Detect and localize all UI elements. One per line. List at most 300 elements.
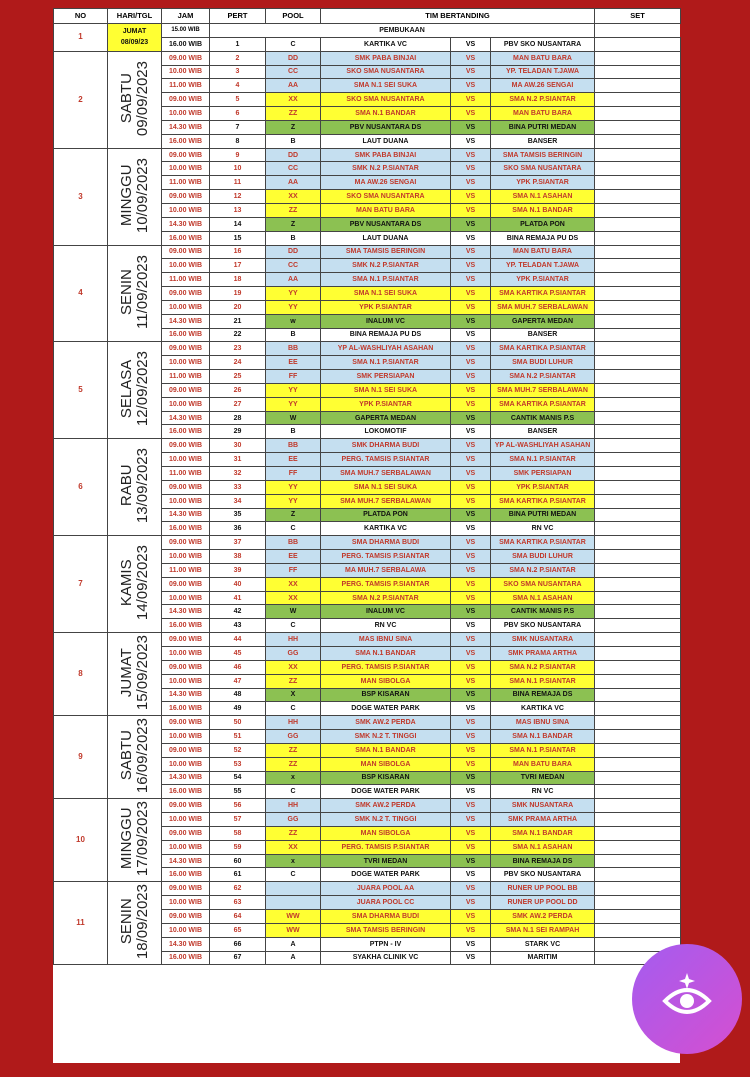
match-away: SMA BUDI LUHUR [491, 356, 595, 370]
match-set [595, 342, 681, 356]
match-away: SMA N.2 P.SIANTAR [491, 660, 595, 674]
day-name: MINGGU [117, 164, 135, 226]
match-set [595, 162, 681, 176]
match-away: SMA N.1 SEI RAMPAH [491, 923, 595, 937]
match-pert: 11 [210, 176, 266, 190]
match-time: 09.00 WIB [162, 342, 210, 356]
match-set [595, 660, 681, 674]
match-away: MAN BATU BARA [491, 757, 595, 771]
day-date: 14/09/2023 [133, 545, 151, 621]
match-home: YP AL-WASHLIYAH ASAHAN [321, 342, 451, 356]
match-time: 14.30 WIB [162, 217, 210, 231]
match-vs: VS [451, 480, 491, 494]
match-vs: VS [451, 79, 491, 93]
match-vs: VS [451, 356, 491, 370]
match-away: BANSER [491, 425, 595, 439]
match-home: KARTIKA VC [321, 522, 451, 536]
day-date-label [119, 884, 151, 959]
match-set [595, 37, 681, 51]
match-vs: VS [451, 467, 491, 481]
match-time: 10.00 WIB [162, 397, 210, 411]
match-home: PERG. TAMSIS P.SIANTAR [321, 577, 451, 591]
match-pert: 62 [210, 882, 266, 896]
match-pert: 25 [210, 370, 266, 384]
day-date-cell [108, 536, 162, 633]
match-vs: VS [451, 411, 491, 425]
match-vs: VS [451, 494, 491, 508]
match-home: SMK N.2 T. TINGGI [321, 813, 451, 827]
match-pert: 2 [210, 51, 266, 65]
match-home: SMA N.1 P.SIANTAR [321, 356, 451, 370]
match-row [54, 633, 681, 647]
match-row [54, 439, 681, 453]
match-time: 14.30 WIB [162, 411, 210, 425]
match-time: 10.00 WIB [162, 203, 210, 217]
match-pert: 47 [210, 674, 266, 688]
match-vs: VS [451, 660, 491, 674]
match-home: RN VC [321, 619, 451, 633]
match-pool: CC [266, 65, 321, 79]
match-pool: AA [266, 79, 321, 93]
match-set [595, 771, 681, 785]
match-time: 16.00 WIB [162, 702, 210, 716]
match-pert: 8 [210, 134, 266, 148]
match-vs: VS [451, 550, 491, 564]
day-number: 8 [54, 633, 108, 716]
match-away: RN VC [491, 785, 595, 799]
match-set [595, 646, 681, 660]
match-pool: FF [266, 467, 321, 481]
match-set [595, 563, 681, 577]
match-home: JUARA POOL AA [321, 882, 451, 896]
match-pert: 6 [210, 107, 266, 121]
match-time: 10.00 WIB [162, 730, 210, 744]
match-pool: FF [266, 370, 321, 384]
match-home: SMA N.1 BANDAR [321, 743, 451, 757]
match-pert: 1 [210, 37, 266, 51]
match-away: SMA N.1 BANDAR [491, 730, 595, 744]
match-vs: VS [451, 951, 491, 965]
match-home: SMA N.1 BANDAR [321, 646, 451, 660]
match-home: LAUT DUANA [321, 134, 451, 148]
match-row [54, 245, 681, 259]
day-name: SABTU [117, 73, 135, 124]
match-home: SMK AW.2 PERDA [321, 716, 451, 730]
match-pert: 27 [210, 397, 266, 411]
day-number: 3 [54, 148, 108, 245]
match-pool: WW [266, 923, 321, 937]
match-time: 10.00 WIB [162, 162, 210, 176]
match-time: 16.00 WIB [162, 951, 210, 965]
match-home: PBV NUSANTARA DS [321, 217, 451, 231]
match-home: SMA N.1 BANDAR [321, 107, 451, 121]
match-away: MA AW.26 SENGAI [491, 79, 595, 93]
match-pert: 16 [210, 245, 266, 259]
match-pool [266, 882, 321, 896]
match-set [595, 93, 681, 107]
match-vs: VS [451, 937, 491, 951]
day-number: 9 [54, 716, 108, 799]
header-row [54, 9, 681, 24]
match-set [595, 508, 681, 522]
match-away: BINA PUTRI MEDAN [491, 120, 595, 134]
match-pool: BB [266, 439, 321, 453]
match-away: SMA N.1 P.SIANTAR [491, 674, 595, 688]
match-time: 14.30 WIB [162, 688, 210, 702]
match-time: 10.00 WIB [162, 65, 210, 79]
match-away: RUNER UP POOL BB [491, 882, 595, 896]
match-time: 09.00 WIB [162, 287, 210, 301]
match-time: 11.00 WIB [162, 563, 210, 577]
match-time: 10.00 WIB [162, 646, 210, 660]
match-home: DOGE WATER PARK [321, 785, 451, 799]
match-away: SMA N.1 P.SIANTAR [491, 743, 595, 757]
match-time: 11.00 WIB [162, 467, 210, 481]
match-set [595, 854, 681, 868]
match-home: DOGE WATER PARK [321, 702, 451, 716]
match-home: SMA N.1 SEI SUKA [321, 287, 451, 301]
match-home: SMK N.2 P.SIANTAR [321, 162, 451, 176]
match-vs: VS [451, 716, 491, 730]
ai-lens-button[interactable] [632, 944, 742, 1054]
match-home: PLATDA PON [321, 508, 451, 522]
match-home: YPK P.SIANTAR [321, 300, 451, 314]
match-vs: VS [451, 771, 491, 785]
match-pool: BB [266, 536, 321, 550]
match-vs: VS [451, 383, 491, 397]
match-pert: 3 [210, 65, 266, 79]
match-pool: XX [266, 840, 321, 854]
match-time: 09.00 WIB [162, 439, 210, 453]
match-home: SMK PABA BINJAI [321, 51, 451, 65]
match-pert: 56 [210, 799, 266, 813]
match-time: 16.00 WIB [162, 231, 210, 245]
match-vs: VS [451, 287, 491, 301]
match-set [595, 702, 681, 716]
match-pool: ZZ [266, 203, 321, 217]
match-pert: 34 [210, 494, 266, 508]
match-time: 10.00 WIB [162, 840, 210, 854]
match-pert: 65 [210, 923, 266, 937]
match-pool: GG [266, 646, 321, 660]
match-pool: DD [266, 51, 321, 65]
match-set [595, 328, 681, 342]
match-away: RN VC [491, 522, 595, 536]
match-pert: 60 [210, 854, 266, 868]
match-home: SKO SMA NUSANTARA [321, 190, 451, 204]
match-set [595, 356, 681, 370]
match-time: 09.00 WIB [162, 577, 210, 591]
match-set [595, 480, 681, 494]
match-home: SMK PERSIAPAN [321, 370, 451, 384]
match-time: 14.30 WIB [162, 937, 210, 951]
match-pert: 4 [210, 79, 266, 93]
match-away: KARTIKA VC [491, 702, 595, 716]
day-date-label [119, 158, 151, 233]
match-vs: VS [451, 730, 491, 744]
match-set [595, 314, 681, 328]
match-time: 09.00 WIB [162, 633, 210, 647]
header-tim: TIM BERTANDING [321, 9, 595, 24]
match-pert: 32 [210, 467, 266, 481]
match-pool: YY [266, 397, 321, 411]
match-home: SMA N.1 SEI SUKA [321, 79, 451, 93]
match-pert: 20 [210, 300, 266, 314]
match-time: 10.00 WIB [162, 453, 210, 467]
match-time: 09.00 WIB [162, 245, 210, 259]
match-pool: DD [266, 148, 321, 162]
match-home: PTPN - IV [321, 937, 451, 951]
day-number: 7 [54, 536, 108, 633]
match-pool: FF [266, 563, 321, 577]
match-time: 10.00 WIB [162, 896, 210, 910]
day-date: 16/09/2023 [133, 718, 151, 794]
day-number: 2 [54, 51, 108, 148]
match-set [595, 203, 681, 217]
match-home: SMK N.2 T. TINGGI [321, 730, 451, 744]
match-time: 10.00 WIB [162, 494, 210, 508]
match-pool: XX [266, 93, 321, 107]
match-home: MAN SIBOLGA [321, 757, 451, 771]
match-row [54, 799, 681, 813]
match-home: PERG. TAMSIS P.SIANTAR [321, 840, 451, 854]
match-vs: VS [451, 93, 491, 107]
match-pool: CC [266, 162, 321, 176]
match-away: SMK PERSIAPAN [491, 467, 595, 481]
match-set [595, 120, 681, 134]
match-away: SMK PRAMA ARTHA [491, 813, 595, 827]
match-time: 10.00 WIB [162, 813, 210, 827]
match-vs: VS [451, 425, 491, 439]
match-pert: 41 [210, 591, 266, 605]
match-home: SMK DHARMA BUDI [321, 439, 451, 453]
match-vs: VS [451, 328, 491, 342]
match-pool: C [266, 868, 321, 882]
match-away: YP. TELADAN T.JAWA [491, 65, 595, 79]
match-set [595, 467, 681, 481]
match-pert: 67 [210, 951, 266, 965]
header-pert: PERT [210, 9, 266, 24]
match-pert: 7 [210, 120, 266, 134]
match-time: 11.00 WIB [162, 370, 210, 384]
match-pert: 30 [210, 439, 266, 453]
match-pert: 43 [210, 619, 266, 633]
match-pert: 14 [210, 217, 266, 231]
match-away: SMA TAMSIS BERINGIN [491, 148, 595, 162]
match-time: 14.30 WIB [162, 120, 210, 134]
match-home: SKO SMA NUSANTARA [321, 93, 451, 107]
schedule-sheet [53, 8, 680, 1063]
match-pool: CC [266, 259, 321, 273]
match-away: BINA REMAJA DS [491, 854, 595, 868]
match-vs: VS [451, 840, 491, 854]
match-time: 10.00 WIB [162, 356, 210, 370]
opening-time-top: 15.00 WIB [162, 24, 210, 38]
match-pool: ZZ [266, 826, 321, 840]
match-vs: VS [451, 619, 491, 633]
match-time: 10.00 WIB [162, 591, 210, 605]
day-date-label [119, 255, 151, 329]
match-pool: WW [266, 910, 321, 924]
match-pool [266, 896, 321, 910]
day-name: RABU [117, 464, 135, 507]
match-vs: VS [451, 370, 491, 384]
match-row [54, 148, 681, 162]
match-vs: VS [451, 439, 491, 453]
match-pert: 64 [210, 910, 266, 924]
match-set [595, 605, 681, 619]
match-vs: VS [451, 688, 491, 702]
match-set [595, 688, 681, 702]
match-time: 14.30 WIB [162, 508, 210, 522]
match-away: YP. TELADAN T.JAWA [491, 259, 595, 273]
match-row [54, 882, 681, 896]
match-pool: x [266, 854, 321, 868]
match-pool: EE [266, 550, 321, 564]
day-date-label [119, 718, 151, 793]
day-date-cell [108, 633, 162, 716]
day-date-label [119, 61, 151, 136]
match-away: SMA N.2 P.SIANTAR [491, 370, 595, 384]
match-away: PBV SKO NUSANTARA [491, 37, 595, 51]
match-time: 09.00 WIB [162, 480, 210, 494]
match-pert: 17 [210, 259, 266, 273]
match-pert: 38 [210, 550, 266, 564]
match-set [595, 79, 681, 93]
match-time: 09.00 WIB [162, 716, 210, 730]
match-home: INALUM VC [321, 605, 451, 619]
match-pert: 57 [210, 813, 266, 827]
match-home: SMA N.1 SEI SUKA [321, 383, 451, 397]
match-set [595, 799, 681, 813]
opening-date: 08/09/23 [120, 39, 149, 47]
match-vs: VS [451, 300, 491, 314]
match-row [54, 536, 681, 550]
match-away: PBV SKO NUSANTARA [491, 868, 595, 882]
match-vs: VS [451, 785, 491, 799]
match-pert: 49 [210, 702, 266, 716]
day-date-label [119, 545, 151, 620]
match-vs: VS [451, 743, 491, 757]
match-vs: VS [451, 176, 491, 190]
match-away: SMA KARTIKA P.SIANTAR [491, 494, 595, 508]
day-date-cell [108, 799, 162, 882]
match-pert: 31 [210, 453, 266, 467]
match-home: SMK N.2 P.SIANTAR [321, 259, 451, 273]
match-pert: 52 [210, 743, 266, 757]
match-pool: Z [266, 217, 321, 231]
match-home: SMK AW.2 PERDA [321, 799, 451, 813]
match-away: TVRI MEDAN [491, 771, 595, 785]
day-date-cell [108, 716, 162, 799]
match-set [595, 757, 681, 771]
match-home: SMK PABA BINJAI [321, 148, 451, 162]
match-time: 11.00 WIB [162, 79, 210, 93]
match-time: 16.00 WIB [162, 425, 210, 439]
match-pert: 10 [210, 162, 266, 176]
match-time: 11.00 WIB [162, 273, 210, 287]
match-set [595, 494, 681, 508]
match-vs: VS [451, 342, 491, 356]
match-time: 10.00 WIB [162, 674, 210, 688]
match-set [595, 134, 681, 148]
match-set [595, 287, 681, 301]
match-vs: VS [451, 273, 491, 287]
match-vs: VS [451, 162, 491, 176]
match-away: SMA KARTIKA P.SIANTAR [491, 342, 595, 356]
match-away: BANSER [491, 328, 595, 342]
match-vs: VS [451, 453, 491, 467]
match-away: SMK AW.2 PERDA [491, 910, 595, 924]
match-away: MARITIM [491, 951, 595, 965]
match-away: MAN BATU BARA [491, 245, 595, 259]
match-away: SMA KARTIKA P.SIANTAR [491, 397, 595, 411]
match-pool: C [266, 37, 321, 51]
match-pool: ZZ [266, 757, 321, 771]
match-pool: w [266, 314, 321, 328]
match-home: BSP KISARAN [321, 688, 451, 702]
match-pool: AA [266, 176, 321, 190]
match-set [595, 730, 681, 744]
match-vs: VS [451, 134, 491, 148]
match-time: 09.00 WIB [162, 536, 210, 550]
match-set [595, 882, 681, 896]
match-away: YPK P.SIANTAR [491, 176, 595, 190]
match-vs: VS [451, 563, 491, 577]
match-vs: VS [451, 107, 491, 121]
match-away: SMA MUH.7 SERBALAWAN [491, 383, 595, 397]
match-away: SMA N.1 ASAHAN [491, 591, 595, 605]
match-pert: 42 [210, 605, 266, 619]
match-set [595, 633, 681, 647]
header-pool: POOL [266, 9, 321, 24]
match-away: SKO SMA NUSANTARA [491, 162, 595, 176]
match-pool: C [266, 619, 321, 633]
match-home: SMA N.1 P.SIANTAR [321, 273, 451, 287]
match-pert: 12 [210, 190, 266, 204]
match-away: BANSER [491, 134, 595, 148]
match-set [595, 383, 681, 397]
match-pool: ZZ [266, 107, 321, 121]
match-time: 09.00 WIB [162, 93, 210, 107]
match-set [595, 259, 681, 273]
match-time: 09.00 WIB [162, 826, 210, 840]
match-set [595, 536, 681, 550]
match-away: SMA N.1 ASAHAN [491, 190, 595, 204]
match-pert: 18 [210, 273, 266, 287]
match-home: INALUM VC [321, 314, 451, 328]
match-pert: 48 [210, 688, 266, 702]
match-pool: BB [266, 342, 321, 356]
day-number: 10 [54, 799, 108, 882]
match-vs: VS [451, 910, 491, 924]
match-time: 09.00 WIB [162, 910, 210, 924]
match-time: 09.00 WIB [162, 660, 210, 674]
match-vs: VS [451, 397, 491, 411]
header-no: NO [54, 9, 108, 24]
match-set [595, 910, 681, 924]
match-away: SMK NUSANTARA [491, 633, 595, 647]
match-pool: HH [266, 716, 321, 730]
match-away: MAN BATU BARA [491, 107, 595, 121]
match-pool: W [266, 605, 321, 619]
match-vs: VS [451, 522, 491, 536]
match-home: SMA MUH.7 SERBALAWAN [321, 494, 451, 508]
day-date-label [119, 801, 151, 876]
match-away: BINA PUTRI MEDAN [491, 508, 595, 522]
day-date-cell [108, 439, 162, 536]
match-away: BINA REMAJA PU DS [491, 231, 595, 245]
